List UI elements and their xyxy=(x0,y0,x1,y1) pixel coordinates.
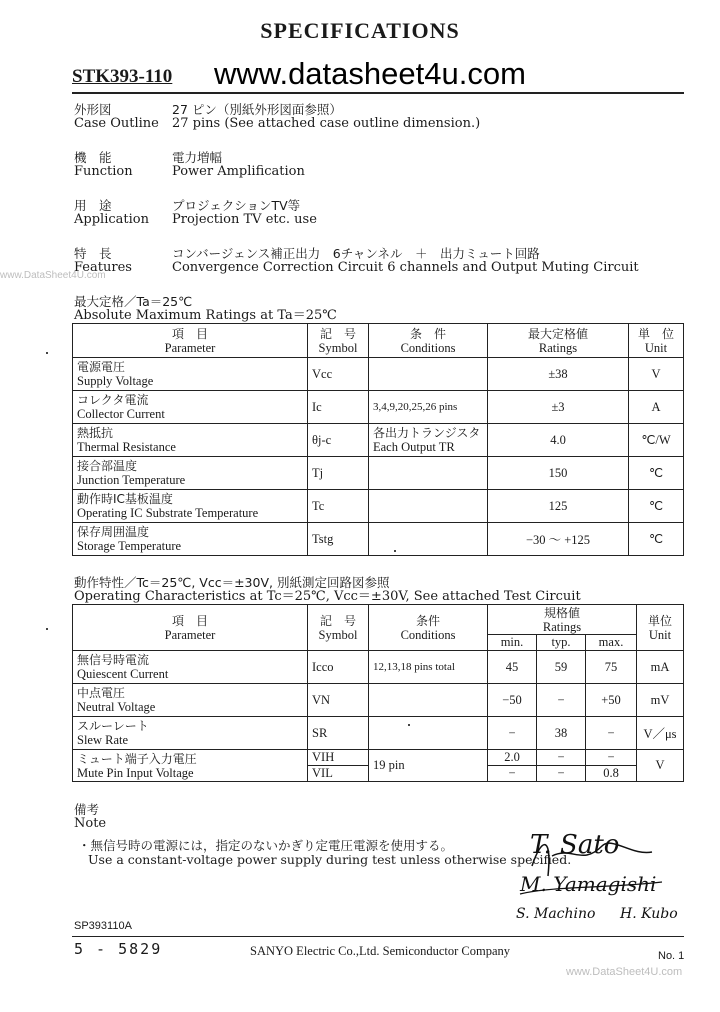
header-symbol-en: Symbol xyxy=(318,340,358,355)
header-param-en: Parameter xyxy=(164,340,216,355)
row-min: −50 xyxy=(488,684,537,717)
info-label-en: Function xyxy=(74,164,133,179)
abs-max-heading-en: Absolute Maximum Ratings at Ta＝25℃ xyxy=(74,308,337,323)
row-max: +50 xyxy=(586,684,637,717)
row-typ: − xyxy=(537,684,586,717)
row-typ: − xyxy=(537,750,586,766)
row-param-jp: ミュート端子入力電圧 xyxy=(77,751,197,766)
row-param-en: Storage Temperature xyxy=(77,539,182,553)
header-cond-en: Conditions xyxy=(400,627,456,642)
note-label-jp: 備考 xyxy=(74,802,100,817)
header-min: min. xyxy=(488,635,537,651)
row-min: 2.0 xyxy=(488,750,537,766)
row-max: − xyxy=(586,717,637,750)
table-row xyxy=(73,684,684,717)
row-min: − xyxy=(488,766,537,782)
row-cond xyxy=(369,717,488,750)
row-min: − xyxy=(488,717,537,750)
header-typ: typ. xyxy=(537,635,586,651)
company-name: SANYO Electric Co.,Ltd. Semiconductor Company xyxy=(250,944,511,958)
row-rating: −30 ～ +125 xyxy=(488,523,629,556)
row-symbol: VN xyxy=(308,684,369,717)
info-value-jp: コンバージェンス補正出力 6チャンネル ＋ 出力ミュート回路 xyxy=(172,246,540,261)
row-param-en: Thermal Resistance xyxy=(77,440,176,454)
header-unit-jp: 単 位 xyxy=(637,326,674,341)
doc-code: SP393110A xyxy=(74,920,132,932)
page-title: SPECIFICATIONS xyxy=(260,18,460,43)
table-row xyxy=(73,717,684,750)
header-cond-jp: 条 件 xyxy=(409,326,446,341)
header-rating-en: Ratings xyxy=(538,340,578,355)
table-row xyxy=(73,523,684,556)
row-symbol-high: VIH xyxy=(308,750,369,766)
row-typ: 38 xyxy=(537,717,586,750)
header-unit-en: Unit xyxy=(648,627,672,642)
row-unit: ℃/W xyxy=(629,424,684,457)
row-param-jp: コレクタ電流 xyxy=(77,393,149,407)
table-row xyxy=(73,358,684,391)
row-cond xyxy=(369,684,488,717)
row-param-jp: 無信号時電流 xyxy=(77,653,150,667)
row-max: 0.8 xyxy=(586,766,637,782)
row-symbol: Tstg xyxy=(308,523,369,556)
row-unit: A xyxy=(629,391,684,424)
row-param-en: Mute Pin Input Voltage xyxy=(77,765,194,780)
header-param-jp: 項 目 xyxy=(171,613,208,628)
row-symbol: Tj xyxy=(308,457,369,490)
row-symbol-low: VIL xyxy=(308,766,369,782)
table-header-row xyxy=(73,605,684,635)
info-value-jp: プロジェクションTV等 xyxy=(172,198,301,213)
speck xyxy=(46,352,48,354)
row-symbol: Tc xyxy=(308,490,369,523)
header-symbol-jp: 記 号 xyxy=(319,326,356,341)
header-rating-jp: 規格値 xyxy=(543,605,580,620)
header-rating-en: Ratings xyxy=(542,619,582,634)
row-rating: ±3 xyxy=(488,391,629,424)
row-max: 75 xyxy=(586,651,637,684)
row-symbol: Icco xyxy=(308,651,369,684)
table-row xyxy=(73,424,684,457)
header-param-jp: 項 目 xyxy=(171,326,208,341)
signature-strokes xyxy=(512,826,688,926)
header-cond-en: Conditions xyxy=(400,340,456,355)
row-cond-en: Each Output TR xyxy=(373,440,455,454)
row-param-jp: 熱抵抗 xyxy=(77,426,114,440)
header-unit-en: Unit xyxy=(644,340,668,355)
row-param-en: Junction Temperature xyxy=(77,473,186,487)
header-rating-jp: 最大定格値 xyxy=(527,326,588,341)
row-rating: ±38 xyxy=(488,358,629,391)
header-rule xyxy=(72,92,684,94)
note-label-en: Note xyxy=(74,816,107,831)
row-cond-jp: 各出力トランジスタ xyxy=(373,426,481,440)
op-char-heading-jp: 動作特性／Tc＝25℃, Vcc＝±30V, 別紙測定回路図参照 xyxy=(74,575,390,590)
info-value-en: Power Amplification xyxy=(172,164,305,179)
signature-3: S. Machino xyxy=(516,906,596,922)
row-param-en: Quiescent Current xyxy=(77,667,169,681)
info-label-jp: 用 途 xyxy=(74,198,112,213)
row-cond: 19 pin xyxy=(369,750,488,782)
row-param-jp: 保存周囲温度 xyxy=(77,525,150,539)
row-typ: − xyxy=(537,766,586,782)
row-unit: V xyxy=(637,750,684,782)
info-value-en: Convergence Correction Circuit 6 channels and Output Muting Circuit xyxy=(172,260,639,275)
info-label-jp: 外形図 xyxy=(74,102,112,117)
row-param-jp: 電源電圧 xyxy=(77,360,126,374)
bottom-watermark: www.DataSheet4U.com xyxy=(566,966,683,978)
row-unit: mV xyxy=(637,684,684,717)
row-unit: ℃ xyxy=(629,490,684,523)
header-symbol-en: Symbol xyxy=(318,627,358,642)
row-param-jp: 接合部温度 xyxy=(77,459,138,473)
speck xyxy=(46,628,48,630)
row-cond: 12,13,18 pins total xyxy=(369,651,488,684)
op-char-heading-en: Operating Characteristics at Tc＝25℃, Vcc＝±30V, See attached Test Circuit xyxy=(74,589,581,604)
note-text-jp: ・無信号時の電源には，指定のないかぎり定電圧電源を使用する。 xyxy=(78,838,454,853)
speck xyxy=(394,550,396,552)
side-watermark: www.DataSheet4U.com xyxy=(0,270,106,281)
footer-rule xyxy=(72,936,684,937)
row-param-en: Slew Rate xyxy=(77,733,129,747)
signature-1: T. Sato xyxy=(530,830,620,860)
info-label-en: Application xyxy=(74,212,149,227)
info-label-jp: 機 能 xyxy=(74,150,112,165)
abs-max-heading-jp: 最大定格／Ta＝25℃ xyxy=(74,294,193,309)
table-row xyxy=(73,490,684,523)
note-text-en: Use a constant-voltage power supply during test unless otherwise specified. xyxy=(88,852,572,867)
info-label-en: Case Outline xyxy=(74,116,159,131)
row-min: 45 xyxy=(488,651,537,684)
row-unit: ℃ xyxy=(629,523,684,556)
signature-4: H. Kubo xyxy=(620,906,678,922)
table-row-mute-high xyxy=(73,750,684,766)
row-symbol: Ic xyxy=(308,391,369,424)
header-cond-jp: 条件 xyxy=(415,613,440,628)
header-symbol-jp: 記 号 xyxy=(319,613,356,628)
row-param-jp: 中点電圧 xyxy=(77,686,126,700)
info-label-en: Features xyxy=(74,260,132,275)
row-cond-en: 3,4,9,20,25,26 pins xyxy=(373,401,458,413)
row-param-en: Operating IC Substrate Temperature xyxy=(77,506,259,520)
info-label-jp: 特 長 xyxy=(74,246,112,261)
row-rating: 150 xyxy=(488,457,629,490)
info-value-en: Projection TV etc. use xyxy=(172,212,317,227)
row-symbol: θj-c xyxy=(308,424,369,457)
row-unit: V／μs xyxy=(637,717,684,750)
row-rating: 125 xyxy=(488,490,629,523)
row-param-jp: スルーレート xyxy=(77,719,149,733)
row-param-en: Collector Current xyxy=(77,407,165,421)
op-char-table xyxy=(72,604,684,782)
row-unit: ℃ xyxy=(629,457,684,490)
header-param-en: Parameter xyxy=(164,627,216,642)
speck xyxy=(408,724,410,726)
signature-2: M. Yamagishi xyxy=(520,872,657,896)
row-param-jp: 動作時IC基板温度 xyxy=(77,492,173,506)
header-unit-jp: 単位 xyxy=(647,613,672,628)
row-max: − xyxy=(586,750,637,766)
catalog-number: 5 - 5829 xyxy=(74,940,163,958)
table-row xyxy=(73,391,684,424)
header-max: max. xyxy=(586,635,637,651)
row-param-en: Neutral Voltage xyxy=(77,700,156,714)
part-number: STK393-110 xyxy=(72,66,173,87)
page-number: No. 1 xyxy=(658,950,685,962)
info-value-jp: 27 ピン（別紙外形図面参照） xyxy=(172,102,342,117)
watermark-url[interactable]: www.datasheet4u.com xyxy=(214,56,526,91)
row-typ: 59 xyxy=(537,651,586,684)
table-row xyxy=(73,457,684,490)
table-header-row xyxy=(73,324,684,358)
info-value-en: 27 pins (See attached case outline dimension.) xyxy=(172,116,481,131)
row-unit: mA xyxy=(637,651,684,684)
info-value-jp: 電力増幅 xyxy=(172,150,223,165)
row-unit: V xyxy=(629,358,684,391)
row-symbol: SR xyxy=(308,717,369,750)
row-rating: 4.0 xyxy=(488,424,629,457)
row-param-en: Supply Voltage xyxy=(77,374,154,388)
table-row xyxy=(73,651,684,684)
abs-max-table xyxy=(72,323,684,556)
row-symbol: Vcc xyxy=(308,358,369,391)
